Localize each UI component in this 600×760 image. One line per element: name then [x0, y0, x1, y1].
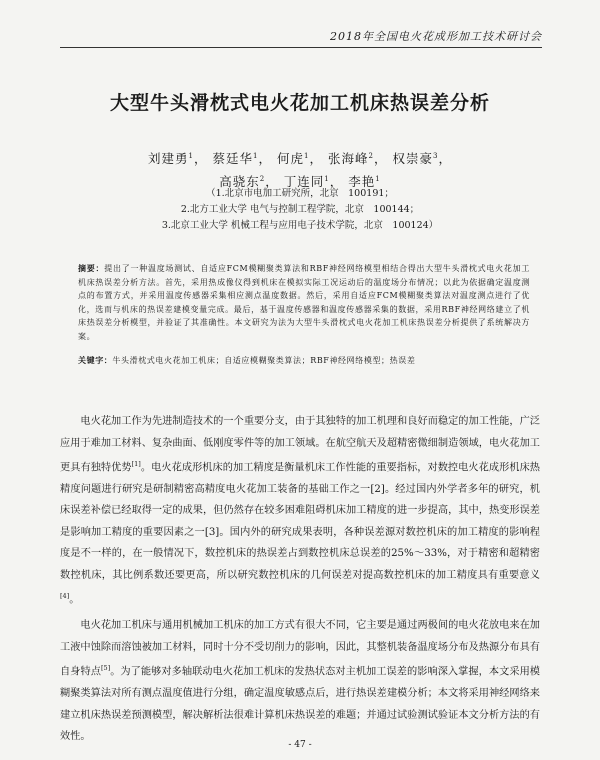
- author: 刘建勇$^1$，: [148, 151, 208, 167]
- paragraph: 电火花加工机床与通用机械加工机床的加工方式有很大不同，它主要是通过两极间的电火花放电来在加工液中蚀除而溶蚀被加工材料，同时十分不受切削力的影响，因此，其整机装备温度场分布及热源分布具有自身特点[5]。为了能够对多轴联动电火花加工机床的发热状态对主机加工误差的影响深入掌握，本文采用模糊聚类算法对所有测点温度值进行分组，确定温度敏感点后，进行热误差建模分析；本文将采用神经网络来建立机床热误差预测模型，解决解析法很难计算机床热误差的难题；并通过试验测试验证本文分析方法的有效性。: [60, 620, 540, 743]
- affiliation-line: 2.北方工业大学 电气与控制工程学院，北京 100144；: [180, 204, 420, 215]
- paragraph: 电火花加工作为先进制造技术的一个重要分支，由于其独特的加工机理和良好而稳定的加工性能，广泛应用于难加工材料、复杂曲面、低刚度零件等的加工领域。在航空航天及超精密微细制造领域，电火花加工更具有独特优势[1]。电火花成形机床的加工精度是衡量机床工作性能的重要指标，对数控电火花成形机床热精度问题进行研究是研制精密高精度电火花加工装备的基础工作之一[2]。经过国内外学者多年的研究，机床误差补偿已经取得一定的成果，但仍然存在较多困难阻碍机床加工精度的进一步提高，其中，热变形误差是影响加工精度的重要因素之一[3]。国内外的研究成果表明，各种误差源对数控机床的加工精度的影响程度是不一样的，在一般情况下，数控机床的热误差占到数控机床总误差的25%～33%，对于精密和超精密数控机床，其比例系数还要更高，所以研究数控机床的几何误差对提高数控机床的加工精度具有重要意义[4]。: [60, 416, 540, 606]
- abstract-label: 摘要：: [78, 264, 105, 273]
- affiliation-line: 3.北京工业大学 机械工程与应用电子技术学院，北京 100124）: [161, 220, 439, 231]
- affiliations: [0, 186, 600, 234]
- paper-title: 大型牛头滑枕式电火花加工机床热误差分析: [109, 92, 490, 114]
- keywords-text: 牛头滑枕式电火花加工机床；自适应模糊聚类算法；RBF神经网络模型；热误差: [112, 356, 416, 365]
- author: 李艳$^1$: [348, 174, 381, 190]
- author: 丁连同$^1$，: [283, 174, 344, 190]
- page-number: - 47 -: [288, 740, 312, 750]
- author: 权崇豪$^3$，: [392, 151, 452, 167]
- author: 高骁东$^2$，: [219, 174, 279, 190]
- body-text: [60, 411, 540, 752]
- keywords-label: 关键字：: [78, 356, 113, 365]
- affiliation-line: （1.北京市电加工研究所，北京 100191；: [206, 188, 394, 199]
- running-header: 2018年全国电火花成形加工技术研讨会: [60, 28, 542, 48]
- abstract-text: 提出了一种温度场测试、自适应FCM模糊聚类算法和RBF神经网络模型相结合得出大型牛头滑枕式电火花加工机床热误差分析方法。首先，采用热成像仪得到机床在模拟实际工况运动后的温度场分布情况；以此为依据确定温度测点的布置方式，并采用温度传感器采集相应测点温度数据。然后，采用自适应FCM模糊聚类算法对温度测点进行了优化，选而与机床的热误差建模变量完成。最后，基于温度传感器和温度传感器采集的数据，采用RBF神经网络建立了机床热误差分析模型，并验证了其准确性。本文研究为法为大型牛头滑枕式电火花加工机床热误差分析提供了系统解决方案。: [78, 264, 530, 341]
- author: 蔡廷华$^1$，: [212, 151, 273, 167]
- keywords: [78, 354, 530, 367]
- abstract: [78, 262, 530, 343]
- author: 何虎$^1$，: [277, 151, 323, 167]
- author: 张海峰$^2$，: [327, 151, 388, 167]
